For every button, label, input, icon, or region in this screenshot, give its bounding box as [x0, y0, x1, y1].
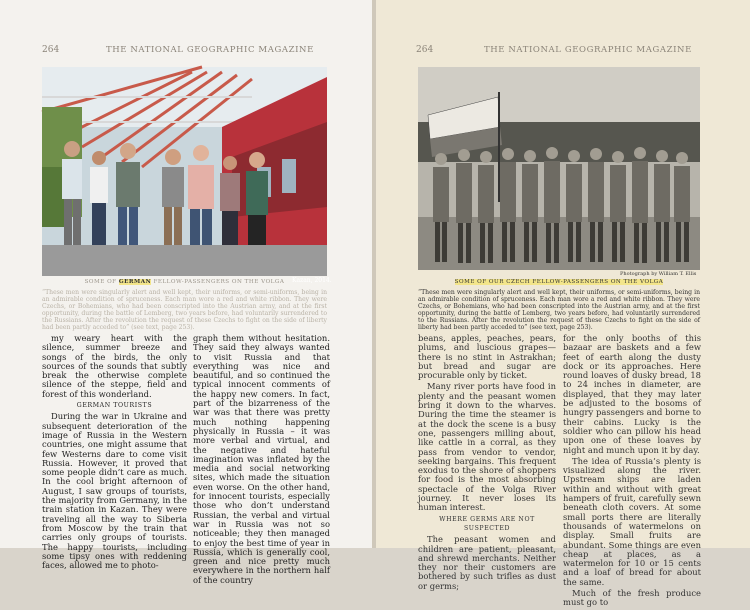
left-column-1	[42, 334, 187, 572]
caption-title-prefix: SOME OF	[84, 279, 119, 285]
caption-title-suffix: FELLOW-PASSENGERS ON THE VOLGA	[151, 279, 285, 285]
right-photo-soldiers	[418, 67, 700, 270]
photo-stamp: Kazan, 2014.	[292, 277, 332, 284]
left-column-2	[193, 334, 330, 587]
right-running-head: THE NATIONAL GEOGRAPHIC MAGAZINE	[484, 45, 692, 55]
caption-title-highlight: SOME OF OUR CZECH FELLOW-PASSENGERS ON THE VOLGA	[454, 279, 664, 285]
right-col1-paragraph: beans, apples, peaches, pears, plums, and luscious grapes—there is no stint in Astrakhan; but bread and sugar are procurable only by ticket.	[418, 333, 556, 381]
right-column-1	[418, 334, 556, 593]
left-caption-title	[42, 279, 327, 285]
left-page	[0, 0, 372, 585]
right-col2-paragraph: for the only booths of this bazaar are baskets and a few feet of earth along the dusty dock or its approaches. Here round loaves of dusky bread, 18 to 24 inches in diameter, are displayed, that they may later be adjusted to the bosoms of hungry passengers and borne to their cabins. Lucky is the soldier who can pillow his head upon one of these loaves by night and munch upon it by day.	[563, 333, 701, 455]
right-page	[376, 0, 750, 608]
left-caption-body: “These men were singularly alert and well kept, their uniforms, or semi-uniforms, being in an admirable condition of spruceness. Each man wore a red and white ribbon. They were Czechs, or Bohemians, who had been conscripted into the Austrian army, and at the first opportunity, during the battle of Lemberg, two years before, had voluntarily surrendered to the Russians. After the revolution the request of these Czechs to fight on the side of liberty had been partly acceded to” (see text, page 253).	[42, 289, 327, 332]
right-col1-subhead: WHERE GERMS ARE NOT SUSPECTED	[439, 515, 535, 532]
left-col2-paragraph: graph them without hesitation. They said they always wanted to visit Russia and that everything was nice and beautiful, and so continued the typical innocent comments of the happy new comers. In fact, part of the bizarreness of the war was that there was pretty much nothing happening physically in Russia – it was more verbal and virtual, and the negative and hateful imagination was inflated by the media and social networking sites, which made the situation even worse. On the other hand, for innocent tourists, especially those who don’t understand Russian, the verbal and virtual war in Russia was not so noticeable; they then managed to enjoy the best time of year in Russia, which is generally cool, green and nice pretty much everywhere in the northern half of the country	[193, 333, 330, 585]
right-col2-paragraph: Much of the fresh produce must go to	[563, 588, 701, 608]
left-page-number: 264	[42, 45, 60, 55]
left-running-head: THE NATIONAL GEOGRAPHIC MAGAZINE	[106, 45, 314, 55]
czech-soldiers-photo	[418, 67, 700, 270]
caption-title-keyword: GERMAN	[118, 279, 152, 285]
right-caption-body: “These men were singularly alert and well kept, their uniforms, or semi-uniforms, being in an admirable condition of spruceness. Each man wore a red and white ribbon. They were Czechs, or Bohemians, who had been conscripted into the Austrian army, and at the first opportunity, during the battle of Lemberg, two years before, had voluntarily surrendered to the Russians. After the revolution the request of these Czechs to fight on the side of liberty had been partly acceded to” (see text, page 253).	[418, 289, 700, 332]
right-col2-paragraph: The idea of Russia’s plenty is visualized along the river. Upstream ships are laden within and without with great hampers of fruit, carefully sewn beneath cloth covers. At some small ports there are literally thousands of watermelons on display. Small fruits are abundant. Some things are even cheap at places, as a watermelon for 10 or 15 cents and a loaf of bread for about the same.	[563, 455, 701, 587]
right-photo-credit: Photograph by William T. Ellis	[620, 271, 697, 277]
right-column-2	[563, 334, 701, 610]
left-col1-paragraph: During the war in Ukraine and subsequent deterioration of the image of Russia in the Western countries, one might assume that few Westerns dare to come visit Russia. However, it proved that some people didn’t care as much. In the cool bright afternoon of August, I saw groups of tourists, the majority from Germany, in the train station in Kazan. They were traveling all the way to Siberia from Moscow by the train that carries only groups of tourists. The happy tourists, including some tipsy ones with reddening faces, allowed me to photo-	[42, 411, 187, 571]
left-col1-paragraph: my weary heart with the silence, summer breeze and songs of the birds, the only sources of the sounds that subtly break the otherwise complete silence of the steppe, field and forest of this wonderland.	[42, 333, 187, 399]
right-col1-paragraph: The peasant women and children are patient, pleasant, and shrewd merchants. Neither they nor their customers are bothered by such trifles as dust or germs;	[418, 534, 556, 591]
left-col1-subhead: GERMAN TOURISTS	[76, 402, 153, 410]
right-caption-title	[418, 279, 700, 285]
right-col1-paragraph: Many river ports have food in plenty and the peasant women bring it down to the wharves. During the time the steamer is at the dock the scene is a busy one, passengers milling about, like cattle in a corral, as they pass from vendor to vendor, seeking bargains. This frequent exodus to the shore of shoppers for food is the most absorbing spectacle of the Volga River journey. It never loses its human interest.	[418, 381, 556, 513]
right-page-number: 264	[416, 45, 434, 55]
